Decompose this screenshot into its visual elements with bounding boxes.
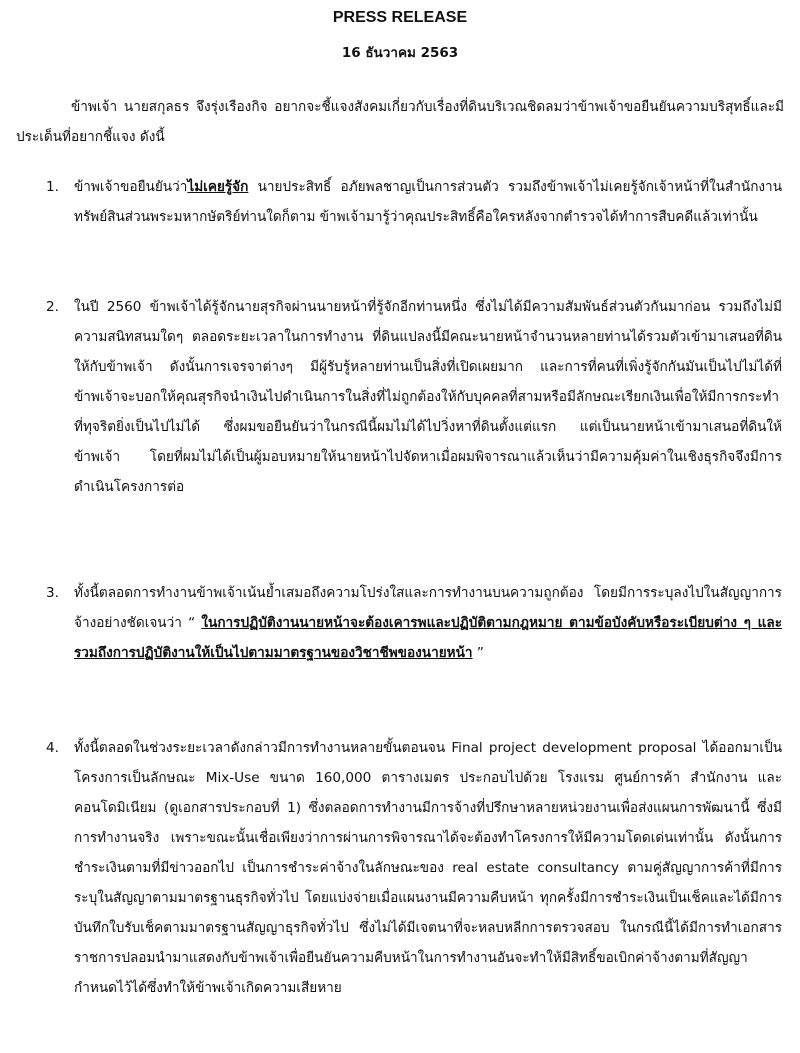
item-number: 4.: [46, 740, 59, 756]
item-number: 1.: [46, 179, 59, 195]
intro-paragraph: ข้าพเจ้า นายสกุลธร จึงรุ่งเรืองกิจ อยากจะชี้แจงสังคมเกี่ยวกับเรื่องที่ดินบริเวณชิดลมว่าข้าพเจ้าขอยืนยันความบริสุทธิ์และมีประเด็นที่อยากชี้แจง ดังนี้: [16, 99, 784, 145]
item-text-after: นายประสิทธิ์ อภัยพลชาญเป็นการส่วนตัว รวมถึงข้าพเจ้าไม่เคยรู้จักเจ้าหน้าที่ในสำนักงานทรัพย์สินส่วนพระมหากษัตริย์ท่านใดก็ตาม ข้าพเจ้ามารู้ว่าคุณประสิทธิ์คือใครหลังจากตำรวจได้ทำการสืบคดีแล้วเท่านั้น: [74, 179, 782, 225]
item-text-before: ข้าพเจ้าขอยืนยันว่า: [74, 179, 188, 195]
item-text: ในปี 2560 ข้าพเจ้าได้รู้จักนายสุรกิจผ่านนายหน้าที่รู้จักอีกท่านหนึ่ง ซึ่งไม่ได้มีความสัมพันธ์ส่วนตัวกันมาก่อน รวมถึงไม่มีความสนิทสนมใดๆ ตลอดระยะเวลาในการทำงาน ที่ดินแปลงนี้มีคณะนายหน้าจำนวนหลายท่านได้รวมตัวเข้ามาเสนอที่ดินให้กับข้าพเจ้า ดังนั้นการเจรจาต่างๆ มีผู้รับรู้หลายท่านเป็นสิ่งที่เปิดเผยมาก และการที่คนที่เพิ่งรู้จักกันมันเป็นไปไม่ได้ที่ข้าพเจ้าจะบอกให้คุณสุรกิจนำเงินไปดำเนินการในสิ่งที่ไม่ถูกต้องให้กับบุคคลที่สามหรือมีลักษณะเรียกเงินเพื่อให้มีการกระทำที่ทุจริตยิ่งเป็นไปไม่ได้ ซึ่งผมขอยืนยันว่าในกรณีนี้ผมไม่ได้ไปวิ่งหาที่ดินตั้งแต่แรก แต่เป็นนายหน้าเข้ามาเสนอที่ดินให้ข้าพเจ้า โดยที่ผมไม่ได้เป็นผู้มอบหมายให้นายหน้าไปจัดหาเมื่อผมพิจารณาแล้วเห็นว่ามีความคุ้มค่าในเชิงธุรกิจจึงมีการดำเนินโครงการต่อ: [74, 299, 782, 495]
item-text: [74, 172, 782, 232]
contract-quote: ในการปฏิบัติงานนายหน้าจะต้องเคารพและปฏิบัติตามกฎหมาย ตามข้อบังคับหรือระเบียบต่าง ๆ และรวมถึงการปฏิบัติงานให้เป็นไปตามมาตรฐานของวิชาชีพของนายหน้า: [74, 615, 782, 661]
item-text-before: ทั้งนี้ตลอดการทำงานข้าพเจ้าเน้นย้ำเสมอถึงความโปร่งใสและการทำงานบนความถูกต้อง โดยมีการระบุลงไปในสัญญาการจ้างอย่างชัดเจนว่า “: [74, 585, 782, 631]
item-number: 3.: [46, 585, 59, 601]
emphasis-text: ไม่เคยรู้จัก: [187, 179, 249, 195]
item-text: [74, 578, 782, 668]
item-text: ทั้งนี้ตลอดในช่วงระยะเวลาดังกล่าวมีการทำงานหลายขั้นตอนจน Final project development proposal ได้ออกมาเป็นโครงการเป็นลักษณะ Mix-Use ขนาด 160,000 ตารางเมตร ประกอบไปด้วย โรงแรม ศูนย์การค้า สำนักงาน และคอนโดมิเนียม (ดูเอกสารประกอบที่ 1) ซึ่งตลอดการทำงานมีการจ้างที่ปรึกษาหลายหน่วยงานเพื่อส่งแผนการพัฒนานี้ ซึ่งมีการทำงานจริง เพราะขณะนั้นเชื่อเพียงว่าการผ่านการพิจารณาได้จะต้องทำโครงการให้มีความโดดเด่นเท่านั้น ดังนั้นการชำระเงินตามที่มีข่าวออกไป เป็นการชำระค่าจ้างในลักษณะของ real estate consultancy ตามคู่สัญญาการค้าที่มีการระบุในสัญญาตามมาตรฐานธุรกิจทั่วไป โดยแบ่งจ่ายเมื่อแผนงานมีความคืบหน้า ทุกครั้งมีการชำระเงินเป็นเช็คและได้มีการบันทึกใบรับเช็คตามมาตรฐานสัญญาธุรกิจทั่วไป ซึ่งไม่ได้มีเจตนาที่จะหลบหลีกการตรวจสอบ ในกรณีนี้ได้มีการทำเอกสารราชการปลอมนำมาแสดงกับข้าพเจ้าเพื่อยืนยันความคืบหน้าในการทำงานอันจะทำให้มีสิทธิ์ขอเบิกค่าจ้างตามที่สัญญากำหนดไว้ได้ซึ่งทำให้ข้าพเจ้าเกิดความเสียหาย: [74, 740, 782, 996]
document-title: PRESS RELEASE: [332, 9, 468, 26]
document-date: 16 ธันวาคม 2563: [341, 45, 459, 61]
item-text-after: ”: [472, 645, 484, 661]
item-number: 2.: [46, 299, 59, 315]
